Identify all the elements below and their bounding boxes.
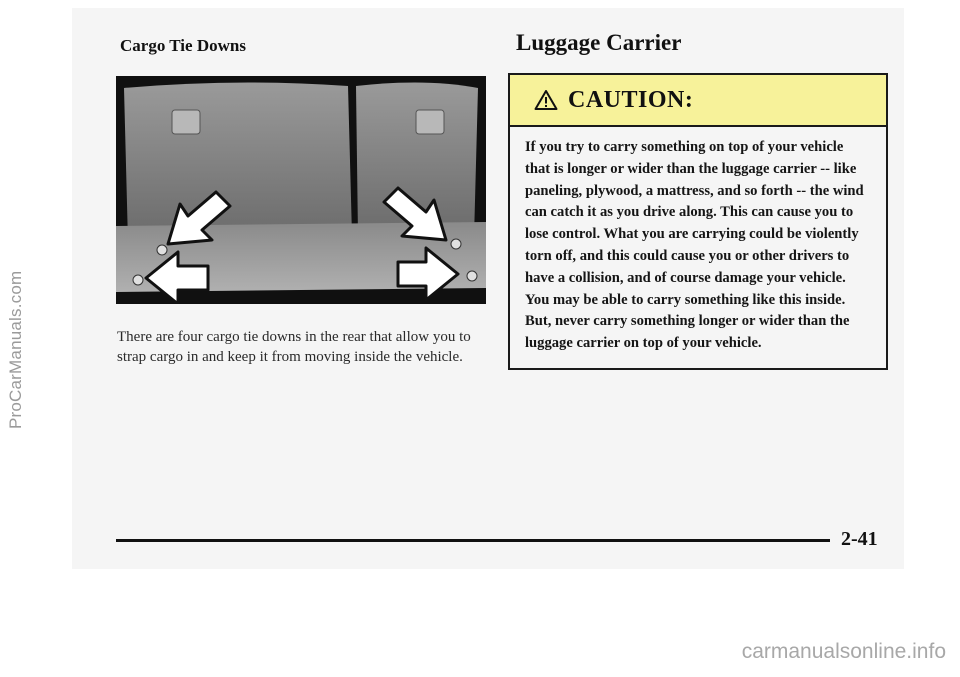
page-number: 2-41 <box>841 528 878 550</box>
tie-down-rear-left <box>157 245 167 255</box>
caution-box <box>508 73 888 370</box>
left-seat-back <box>124 82 352 242</box>
right-latch <box>416 110 444 134</box>
caution-header <box>510 75 886 127</box>
warning-triangle-icon <box>534 89 558 111</box>
left-latch <box>172 110 200 134</box>
side-watermark: ProCarManuals.com <box>6 270 25 430</box>
tie-down-rear-right <box>451 239 461 249</box>
bottom-watermark: carmanualsonline.info <box>741 640 946 663</box>
caution-text: If you try to carry something on top of your vehicle that is longer or wider than the luggage carrier -- like paneling, plywood, a mattress, and so forth -- the wind can catch it as you drive along. This can cause you to lose control. What you are carrying could be violently torn off, and this could cause you or other drivers to have a collision, and of course damage your vehicle. You may be able to carry something like this inside. But, never carry something longer or wider than the luggage carrier on top of your vehicle. <box>525 139 864 352</box>
caution-title: CAUTION: <box>568 86 694 113</box>
cargo-tie-downs-heading: Cargo Tie Downs <box>120 36 246 55</box>
cargo-area-photo <box>116 76 486 304</box>
footer-rule <box>116 539 830 542</box>
tie-down-front-right <box>467 271 477 281</box>
tie-down-front-left <box>133 275 143 285</box>
luggage-carrier-heading: Luggage Carrier <box>516 30 682 55</box>
cargo-tie-downs-body: There are four cargo tie downs in the rear that allow you to strap cargo in and keep it from moving inside the vehicle. <box>117 329 471 365</box>
